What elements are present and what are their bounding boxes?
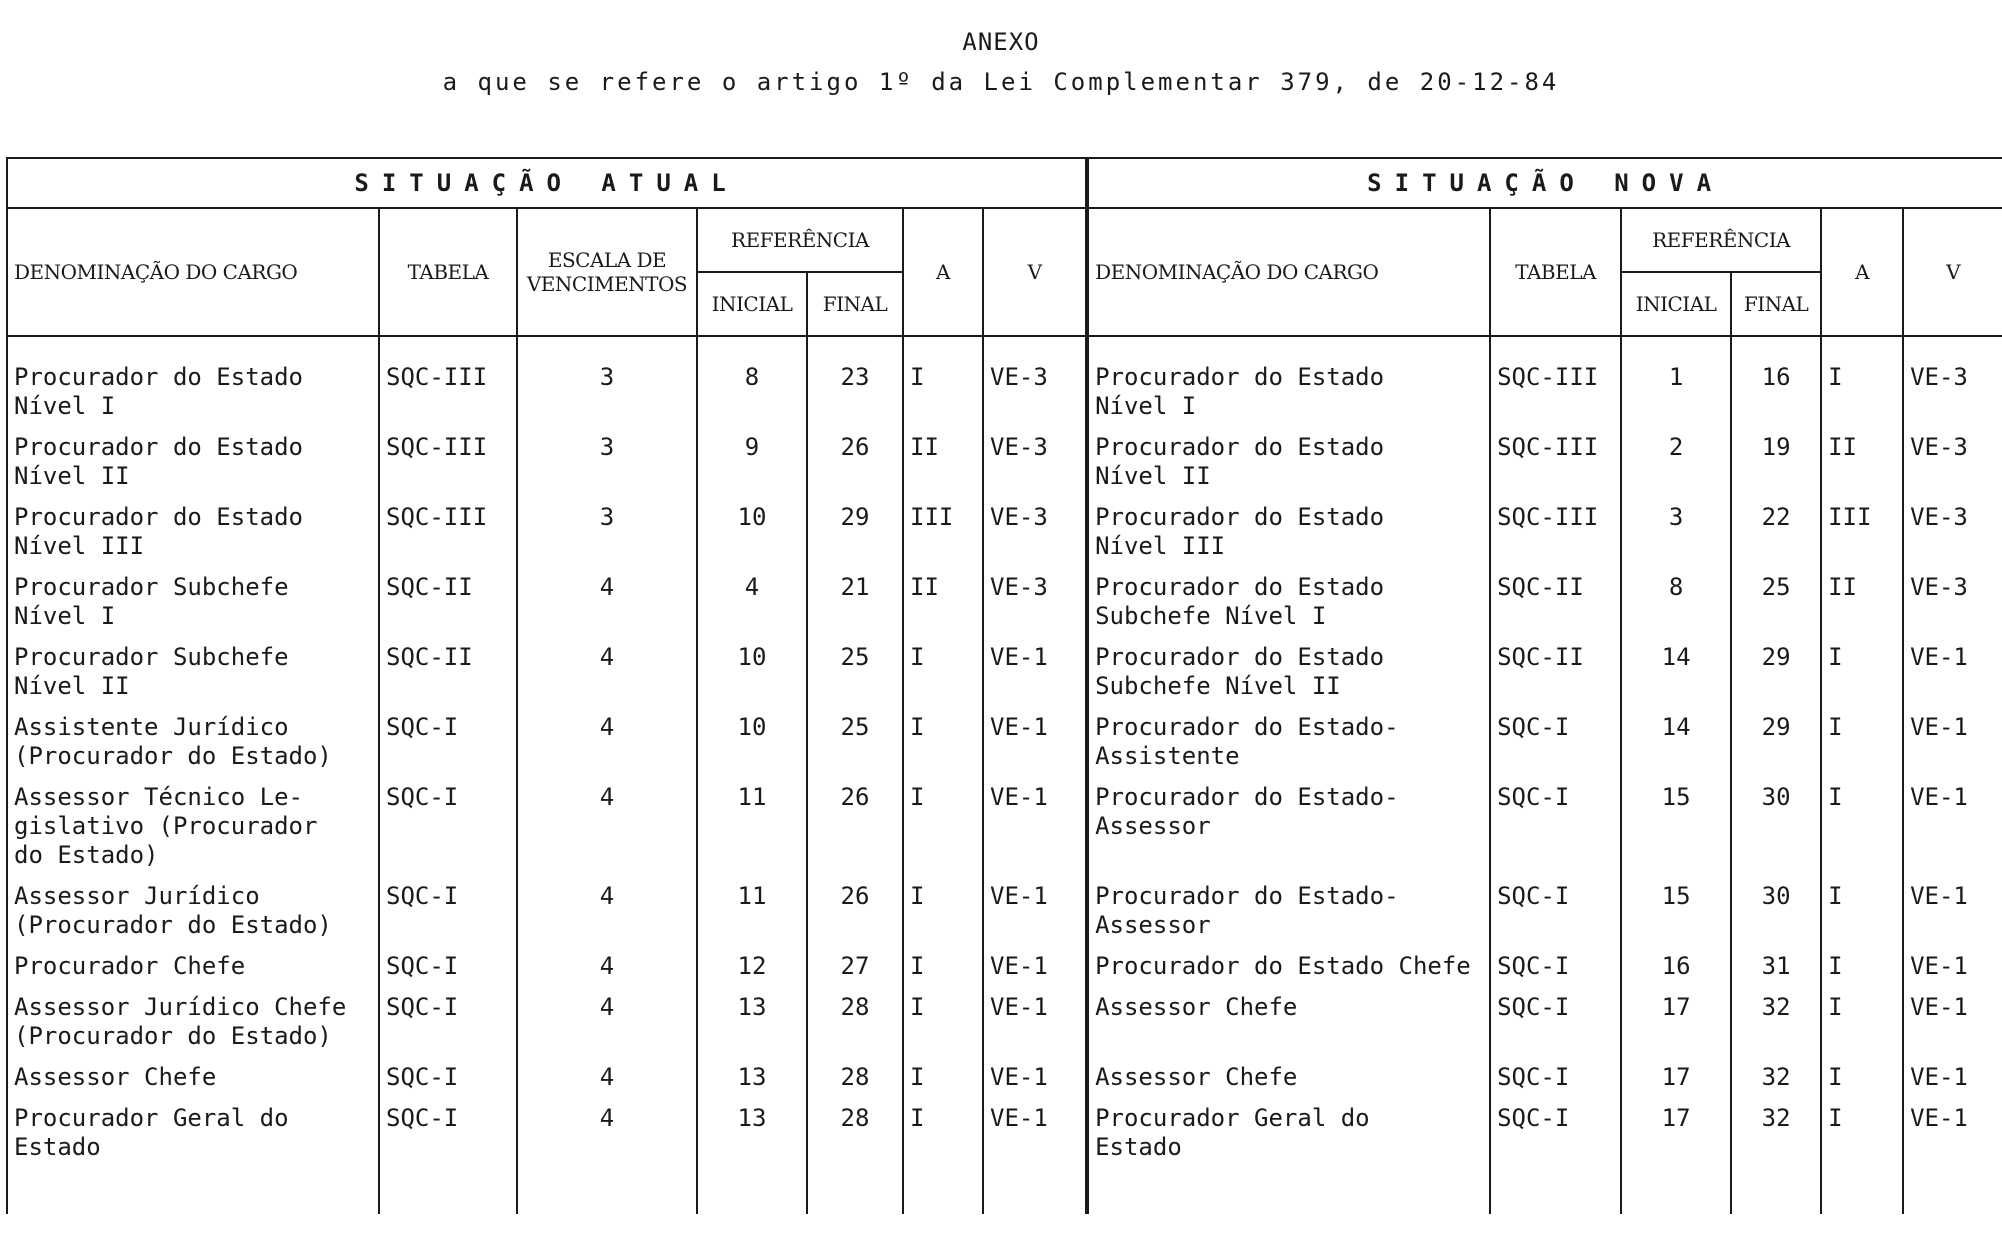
cell-tabela-atual: SQC-III xyxy=(379,497,517,567)
cell-tabela-atual: SQC-III xyxy=(379,336,517,427)
cell-a-atual: II xyxy=(903,567,983,637)
cell-a-nova: I xyxy=(1821,987,1903,1057)
cell-a-nova: I xyxy=(1821,336,1903,427)
cell-final-atual: 28 xyxy=(807,1098,903,1168)
cell-cargo-nova: Assessor Chefe xyxy=(1087,1057,1490,1098)
cell-tabela-nova: SQC-III xyxy=(1490,497,1621,567)
cell-v-atual: VE-3 xyxy=(983,427,1087,497)
cell-v-atual: VE-1 xyxy=(983,946,1087,987)
cell-cargo-atual: Assistente Jurídico (Procurador do Estado) xyxy=(7,707,379,777)
cell-v-nova: VE-1 xyxy=(1903,707,2002,777)
cell-v-nova: VE-1 xyxy=(1903,1098,2002,1168)
col-denominacao-nova: DENOMINAÇÃO DO CARGO xyxy=(1087,208,1490,336)
cell-cargo-atual: Procurador Subchefe Nível II xyxy=(7,637,379,707)
cell-inicial-nova: 8 xyxy=(1621,567,1731,637)
table-row xyxy=(7,1098,2002,1168)
cell-a-atual: I xyxy=(903,987,983,1057)
cell-cargo-atual: Procurador Geral do Estado xyxy=(7,1098,379,1168)
cell-a-nova: I xyxy=(1821,1098,1903,1168)
cell-tabela-atual: SQC-I xyxy=(379,946,517,987)
cell-v-nova: VE-1 xyxy=(1903,1057,2002,1098)
cell-inicial-nova: 2 xyxy=(1621,427,1731,497)
cell-escala-atual: 4 xyxy=(517,777,697,876)
empty-cell xyxy=(1731,1168,1821,1214)
cell-final-nova: 22 xyxy=(1731,497,1821,567)
cell-inicial-atual: 9 xyxy=(697,427,807,497)
cell-final-nova: 25 xyxy=(1731,567,1821,637)
cell-tabela-nova: SQC-II xyxy=(1490,567,1621,637)
cell-a-nova: I xyxy=(1821,637,1903,707)
cell-v-nova: VE-1 xyxy=(1903,777,2002,876)
cell-inicial-nova: 17 xyxy=(1621,987,1731,1057)
cell-tabela-atual: SQC-II xyxy=(379,567,517,637)
cell-v-atual: VE-1 xyxy=(983,637,1087,707)
cell-inicial-nova: 17 xyxy=(1621,1057,1731,1098)
cell-v-atual: VE-3 xyxy=(983,567,1087,637)
cell-escala-atual: 4 xyxy=(517,637,697,707)
col-a-nova: A xyxy=(1821,208,1903,336)
empty-cell xyxy=(517,1168,697,1214)
table-row xyxy=(7,707,2002,777)
cell-cargo-nova: Assessor Chefe xyxy=(1087,987,1490,1057)
empty-cell xyxy=(379,1168,517,1214)
cell-a-nova: I xyxy=(1821,707,1903,777)
cell-tabela-atual: SQC-I xyxy=(379,1057,517,1098)
cell-a-nova: II xyxy=(1821,567,1903,637)
cell-inicial-atual: 10 xyxy=(697,497,807,567)
cell-final-atual: 26 xyxy=(807,876,903,946)
cell-v-atual: VE-3 xyxy=(983,336,1087,427)
cell-inicial-nova: 17 xyxy=(1621,1098,1731,1168)
cell-v-nova: VE-3 xyxy=(1903,567,2002,637)
cell-inicial-nova: 3 xyxy=(1621,497,1731,567)
cell-tabela-nova: SQC-I xyxy=(1490,1057,1621,1098)
cell-escala-atual: 4 xyxy=(517,1057,697,1098)
cell-a-atual: III xyxy=(903,497,983,567)
col-denominacao-atual: DENOMINAÇÃO DO CARGO xyxy=(7,208,379,336)
document-title: ANEXO xyxy=(962,28,1040,56)
col-inicial-nova: INICIAL xyxy=(1621,272,1731,336)
cell-final-atual: 25 xyxy=(807,707,903,777)
cell-final-atual: 26 xyxy=(807,777,903,876)
cell-final-atual: 28 xyxy=(807,987,903,1057)
cell-a-nova: I xyxy=(1821,876,1903,946)
cell-cargo-atual: Assessor Jurídico (Procurador do Estado) xyxy=(7,876,379,946)
cell-inicial-atual: 13 xyxy=(697,1098,807,1168)
cell-v-nova: VE-3 xyxy=(1903,427,2002,497)
cell-escala-atual: 4 xyxy=(517,876,697,946)
cell-a-nova: II xyxy=(1821,427,1903,497)
cell-escala-atual: 4 xyxy=(517,1098,697,1168)
empty-cell xyxy=(1490,1168,1621,1214)
anexo-table xyxy=(6,157,2002,1214)
cell-tabela-nova: SQC-I xyxy=(1490,876,1621,946)
cell-final-nova: 29 xyxy=(1731,637,1821,707)
cell-tabela-nova: SQC-I xyxy=(1490,777,1621,876)
cell-escala-atual: 3 xyxy=(517,497,697,567)
cell-a-atual: I xyxy=(903,637,983,707)
col-a-atual: A xyxy=(903,208,983,336)
table-row xyxy=(7,987,2002,1057)
table-row xyxy=(7,777,2002,876)
cell-a-nova: III xyxy=(1821,497,1903,567)
empty-cell xyxy=(903,1168,983,1214)
table-row xyxy=(7,427,2002,497)
table-row xyxy=(7,1057,2002,1098)
cell-a-atual: I xyxy=(903,1057,983,1098)
cell-final-nova: 29 xyxy=(1731,707,1821,777)
cell-inicial-atual: 8 xyxy=(697,336,807,427)
cell-inicial-atual: 4 xyxy=(697,567,807,637)
cell-tabela-nova: SQC-III xyxy=(1490,336,1621,427)
col-tabela-nova: TABELA xyxy=(1490,208,1621,336)
empty-cell xyxy=(697,1168,807,1214)
cell-a-atual: I xyxy=(903,336,983,427)
cell-v-atual: VE-1 xyxy=(983,876,1087,946)
cell-final-nova: 16 xyxy=(1731,336,1821,427)
table-row xyxy=(7,336,2002,427)
cell-final-nova: 30 xyxy=(1731,777,1821,876)
cell-tabela-atual: SQC-I xyxy=(379,987,517,1057)
cell-final-atual: 26 xyxy=(807,427,903,497)
cell-cargo-nova: Procurador do Estado Nível I xyxy=(1087,336,1490,427)
table-row xyxy=(7,946,2002,987)
cell-v-atual: VE-1 xyxy=(983,707,1087,777)
cell-cargo-atual: Procurador Subchefe Nível I xyxy=(7,567,379,637)
cell-final-atual: 25 xyxy=(807,637,903,707)
table-row xyxy=(7,876,2002,946)
cell-inicial-nova: 1 xyxy=(1621,336,1731,427)
cell-tabela-nova: SQC-III xyxy=(1490,427,1621,497)
empty-cell xyxy=(1903,1168,2002,1214)
col-final-nova: FINAL xyxy=(1731,272,1821,336)
cell-tabela-nova: SQC-I xyxy=(1490,987,1621,1057)
cell-tabela-atual: SQC-I xyxy=(379,777,517,876)
cell-v-nova: VE-1 xyxy=(1903,946,2002,987)
cell-a-nova: I xyxy=(1821,777,1903,876)
cell-a-nova: I xyxy=(1821,1057,1903,1098)
cell-final-nova: 19 xyxy=(1731,427,1821,497)
col-v-nova: V xyxy=(1903,208,2002,336)
cell-a-atual: I xyxy=(903,1098,983,1168)
cell-inicial-atual: 10 xyxy=(697,637,807,707)
cell-v-atual: VE-1 xyxy=(983,987,1087,1057)
cell-inicial-atual: 13 xyxy=(697,1057,807,1098)
cell-cargo-atual: Assessor Jurídico Chefe (Procurador do Estado) xyxy=(7,987,379,1057)
group-header-nova: SITUAÇÃO NOVA xyxy=(1087,158,2002,208)
empty-cell xyxy=(1821,1168,1903,1214)
cell-final-nova: 32 xyxy=(1731,987,1821,1057)
cell-cargo-nova: Procurador do Estado- Assessor xyxy=(1087,876,1490,946)
empty-cell xyxy=(983,1168,1087,1214)
cell-a-atual: I xyxy=(903,777,983,876)
cell-v-nova: VE-3 xyxy=(1903,497,2002,567)
cell-inicial-atual: 13 xyxy=(697,987,807,1057)
cell-tabela-atual: SQC-III xyxy=(379,427,517,497)
cell-a-atual: I xyxy=(903,876,983,946)
cell-final-atual: 28 xyxy=(807,1057,903,1098)
empty-cell xyxy=(7,1168,379,1214)
col-tabela-atual: TABELA xyxy=(379,208,517,336)
cell-v-nova: VE-3 xyxy=(1903,336,2002,427)
cell-inicial-atual: 11 xyxy=(697,876,807,946)
cell-final-atual: 21 xyxy=(807,567,903,637)
document-subtitle: a que se refere o artigo 1º da Lei Complementar 379, de 20-12-84 xyxy=(442,68,1560,96)
cell-cargo-atual: Procurador do Estado Nível III xyxy=(7,497,379,567)
col-escala-atual: ESCALA DE VENCIMENTOS xyxy=(517,208,697,336)
cell-final-atual: 27 xyxy=(807,946,903,987)
empty-cell xyxy=(1621,1168,1731,1214)
cell-tabela-atual: SQC-I xyxy=(379,707,517,777)
cell-escala-atual: 3 xyxy=(517,336,697,427)
cell-tabela-atual: SQC-II xyxy=(379,637,517,707)
cell-inicial-nova: 16 xyxy=(1621,946,1731,987)
cell-inicial-atual: 11 xyxy=(697,777,807,876)
cell-inicial-nova: 14 xyxy=(1621,707,1731,777)
cell-cargo-nova: Procurador do Estado- Assistente xyxy=(1087,707,1490,777)
table-body xyxy=(7,336,2002,1214)
cell-inicial-atual: 12 xyxy=(697,946,807,987)
cell-cargo-nova: Procurador do Estado Nível III xyxy=(1087,497,1490,567)
cell-escala-atual: 3 xyxy=(517,427,697,497)
table-row xyxy=(7,497,2002,567)
cell-escala-atual: 4 xyxy=(517,946,697,987)
cell-final-nova: 30 xyxy=(1731,876,1821,946)
cell-cargo-nova: Procurador do Estado Subchefe Nível I xyxy=(1087,567,1490,637)
cell-escala-atual: 4 xyxy=(517,707,697,777)
cell-a-atual: I xyxy=(903,707,983,777)
cell-tabela-nova: SQC-I xyxy=(1490,707,1621,777)
cell-escala-atual: 4 xyxy=(517,987,697,1057)
table-filler-row xyxy=(7,1168,2002,1214)
empty-cell xyxy=(1087,1168,1490,1214)
cell-tabela-nova: SQC-I xyxy=(1490,1098,1621,1168)
cell-cargo-nova: Procurador do Estado- Assessor xyxy=(1087,777,1490,876)
cell-cargo-nova: Procurador Geral do Estado xyxy=(1087,1098,1490,1168)
cell-v-nova: VE-1 xyxy=(1903,876,2002,946)
cell-tabela-atual: SQC-I xyxy=(379,876,517,946)
cell-inicial-nova: 15 xyxy=(1621,876,1731,946)
cell-cargo-atual: Assessor Chefe xyxy=(7,1057,379,1098)
cell-cargo-nova: Procurador do Estado Chefe xyxy=(1087,946,1490,987)
col-inicial-atual: INICIAL xyxy=(697,272,807,336)
col-referencia-nova: REFERÊNCIA xyxy=(1621,208,1821,272)
cell-v-atual: VE-3 xyxy=(983,497,1087,567)
cell-final-atual: 23 xyxy=(807,336,903,427)
cell-v-atual: VE-1 xyxy=(983,1098,1087,1168)
cell-cargo-atual: Assessor Técnico Le- gislativo (Procurador do Estado) xyxy=(7,777,379,876)
cell-a-atual: II xyxy=(903,427,983,497)
table-row xyxy=(7,637,2002,707)
cell-inicial-atual: 10 xyxy=(697,707,807,777)
cell-a-nova: I xyxy=(1821,946,1903,987)
cell-cargo-nova: Procurador do Estado Subchefe Nível II xyxy=(1087,637,1490,707)
cell-v-nova: VE-1 xyxy=(1903,637,2002,707)
cell-final-nova: 32 xyxy=(1731,1057,1821,1098)
cell-a-atual: I xyxy=(903,946,983,987)
cell-v-atual: VE-1 xyxy=(983,1057,1087,1098)
table-row xyxy=(7,567,2002,637)
cell-cargo-atual: Procurador Chefe xyxy=(7,946,379,987)
group-header-atual: SITUAÇÃO ATUAL xyxy=(7,158,1087,208)
cell-final-nova: 31 xyxy=(1731,946,1821,987)
cell-cargo-nova: Procurador do Estado Nível II xyxy=(1087,427,1490,497)
cell-cargo-atual: Procurador do Estado Nível II xyxy=(7,427,379,497)
cell-tabela-nova: SQC-II xyxy=(1490,637,1621,707)
col-v-atual: V xyxy=(983,208,1087,336)
cell-v-nova: VE-1 xyxy=(1903,987,2002,1057)
col-referencia-atual: REFERÊNCIA xyxy=(697,208,903,272)
cell-tabela-atual: SQC-I xyxy=(379,1098,517,1168)
cell-v-atual: VE-1 xyxy=(983,777,1087,876)
cell-final-atual: 29 xyxy=(807,497,903,567)
empty-cell xyxy=(807,1168,903,1214)
col-final-atual: FINAL xyxy=(807,272,903,336)
cell-final-nova: 32 xyxy=(1731,1098,1821,1168)
cell-escala-atual: 4 xyxy=(517,567,697,637)
cell-inicial-nova: 15 xyxy=(1621,777,1731,876)
cell-inicial-nova: 14 xyxy=(1621,637,1731,707)
cell-cargo-atual: Procurador do Estado Nível I xyxy=(7,336,379,427)
cell-tabela-nova: SQC-I xyxy=(1490,946,1621,987)
